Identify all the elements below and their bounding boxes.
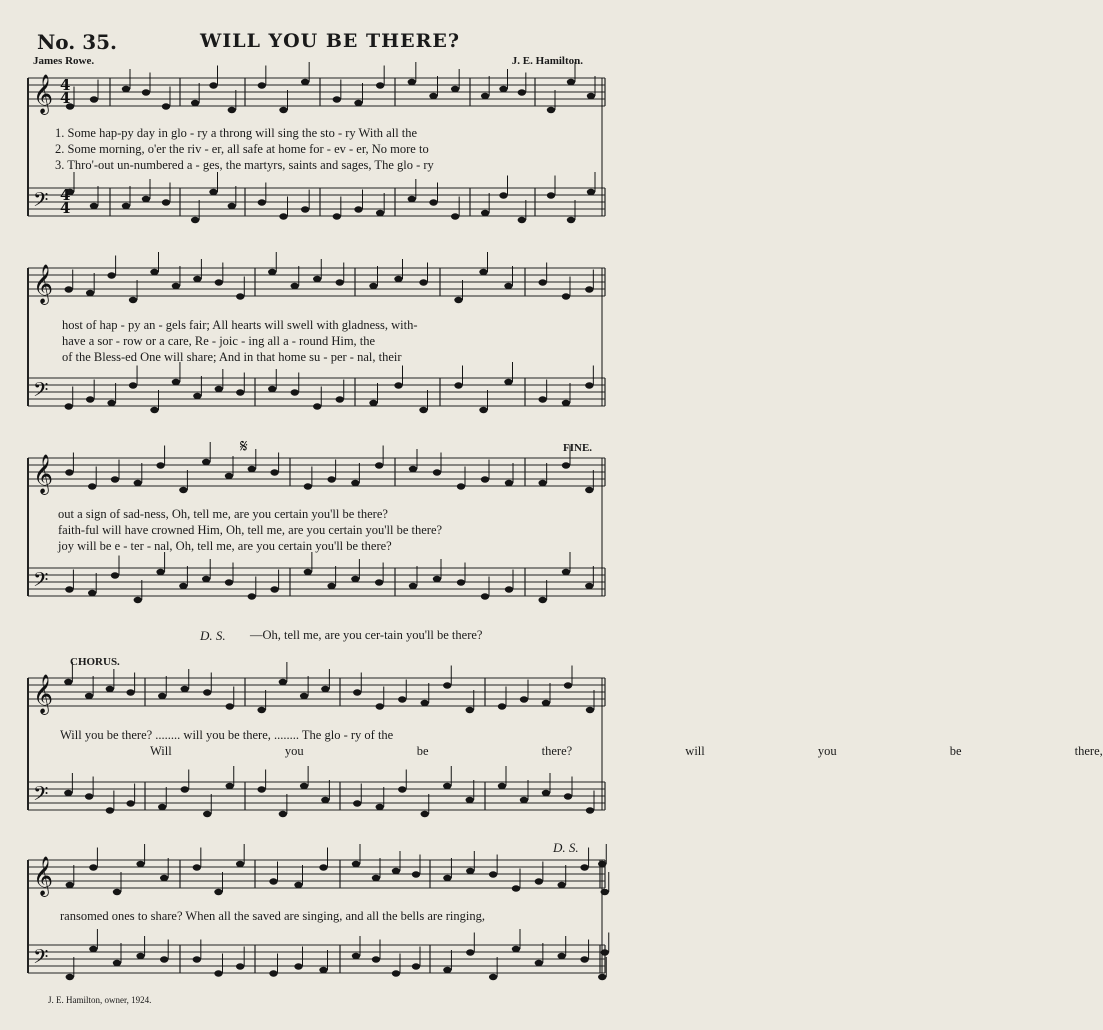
ds-lyric: —Oh, tell me, are you cer-tain you'll be there? xyxy=(250,628,483,642)
system-2-treble-notehead xyxy=(454,297,462,303)
segno-icon: 𝄋 xyxy=(240,436,248,457)
system-3-treble-notehead xyxy=(327,476,335,482)
system-5-bass-notehead xyxy=(412,963,420,969)
system-4-treble-notehead xyxy=(257,707,265,713)
system-2-treble-notehead xyxy=(65,286,73,292)
system-4-treble-notehead xyxy=(353,689,361,695)
system-4-treble-notehead xyxy=(203,689,211,695)
system-2-bass-notehead xyxy=(65,403,73,409)
system-5-bass-notehead xyxy=(269,970,277,976)
system-1-treble-notehead xyxy=(258,82,266,88)
system-3-bass-notehead xyxy=(202,576,210,582)
system-2-bass-notehead xyxy=(419,407,427,413)
system-4-bass-notehead xyxy=(321,797,329,803)
system-5-bass-notehead xyxy=(580,956,588,962)
system-2-bass-notehead xyxy=(369,400,377,406)
system-2-treble-notehead xyxy=(538,279,546,285)
system-5-treble-notehead xyxy=(512,885,520,891)
system-2-treble-notehead xyxy=(585,286,593,292)
system-3-treble-notehead xyxy=(505,480,513,486)
system-5-treble-notehead xyxy=(89,864,97,870)
system-2-bass-notehead xyxy=(268,386,276,392)
system-2-treble-notehead xyxy=(172,283,180,289)
system-4-bass-notehead xyxy=(398,786,406,792)
system-4-treble-notehead xyxy=(85,693,93,699)
system-5-treble-notehead xyxy=(214,889,222,895)
verse-3-line-2: of the Bless-ed One will share; And in that home su - per - nal, their xyxy=(62,350,402,364)
system-2-treble-notehead xyxy=(504,283,512,289)
chorus-line-1: Will you be there? ........ will you be there, ........ The glo - ry of the xyxy=(60,728,394,742)
system-5-treble-notehead xyxy=(392,868,400,874)
system-2-bass-notehead xyxy=(172,379,180,385)
system-2-bass-notehead xyxy=(215,386,223,392)
system-3-treble-notehead xyxy=(585,487,593,493)
system-5-bass-notehead xyxy=(466,949,474,955)
system-1-treble-notehead xyxy=(142,89,150,95)
verse-1-line-1: 1. Some hap-py day in glo - ry a throng will sing the sto - ry With all the xyxy=(55,126,418,140)
system-4-treble-notehead xyxy=(520,696,528,702)
system-3-bass-notehead xyxy=(156,569,164,575)
system-4-bass-clef-icon: 𝄢 xyxy=(33,782,49,810)
system-1-bass-notehead xyxy=(279,213,287,219)
system-1-treble-notehead xyxy=(518,89,526,95)
system-5-bass-notehead xyxy=(236,963,244,969)
system-1-bass-notehead xyxy=(429,199,437,205)
system-3-bass-notehead xyxy=(270,586,278,592)
system-5-treble-notehead xyxy=(294,882,302,888)
system-1-treble-notehead xyxy=(209,82,217,88)
system-2-bass-notehead xyxy=(313,403,321,409)
system-5-treble-notehead xyxy=(466,868,474,874)
system-4-bass-notehead xyxy=(126,800,134,806)
ds-end-mark: D. S. xyxy=(553,840,579,855)
system-5-bass-notehead xyxy=(598,974,606,980)
system-3-bass-notehead xyxy=(375,579,383,585)
system-4-bass-notehead xyxy=(257,786,265,792)
system-5-bass-notehead xyxy=(489,974,497,980)
system-3-bass-notehead xyxy=(409,583,417,589)
system-2-treble-notehead xyxy=(129,297,137,303)
system-2-treble-notehead xyxy=(394,276,402,282)
system-1-treble-notehead xyxy=(451,86,459,92)
bass-time-signature: 4 xyxy=(60,199,71,217)
system-1-bass-notehead xyxy=(191,217,199,223)
system-2-treble-notehead xyxy=(86,290,94,296)
system-3-bass-notehead xyxy=(481,593,489,599)
system-5-bass-notehead xyxy=(535,960,543,966)
system-4-bass-notehead xyxy=(181,786,189,792)
system-1-treble-notehead xyxy=(122,86,130,92)
hymn-title: WILL YOU BE THERE? xyxy=(200,30,460,52)
system-3-treble-notehead xyxy=(433,469,441,475)
verse-1-line-3: out a sign of sad-ness, Oh, tell me, are you certain you'll be there? xyxy=(58,507,388,521)
system-5-bass-notehead xyxy=(193,956,201,962)
ds-label: D. S. xyxy=(200,628,226,643)
system-3-bass-notehead xyxy=(327,583,335,589)
system-3-treble-notehead xyxy=(375,462,383,468)
system-3-bass-notehead xyxy=(304,569,312,575)
system-4-treble-notehead xyxy=(181,686,189,692)
system-1-treble-notehead xyxy=(228,107,236,113)
system-1-bass-notehead xyxy=(499,192,507,198)
system-4-treble-notehead xyxy=(106,686,114,692)
system-1-treble-clef-icon: 𝄞 xyxy=(33,74,54,114)
system-4-bass-notehead xyxy=(498,783,506,789)
system-5-treble-notehead xyxy=(160,875,168,881)
system-1-bass-notehead xyxy=(142,196,150,202)
system-1-bass-notehead xyxy=(228,203,236,209)
system-5-treble-notehead xyxy=(269,878,277,884)
system-3-treble-notehead xyxy=(202,459,210,465)
system-2-bass-notehead xyxy=(454,382,462,388)
system-5-bass-notehead xyxy=(443,967,451,973)
system-4-treble-notehead xyxy=(376,703,384,709)
system-4-treble-notehead xyxy=(398,696,406,702)
system-5-bass-notehead xyxy=(89,946,97,952)
system-4-bass-notehead xyxy=(586,807,594,813)
system-5-bass-notehead xyxy=(558,953,566,959)
system-2-treble-notehead xyxy=(479,269,487,275)
system-3-bass-notehead xyxy=(111,572,119,578)
system-5-treble-notehead xyxy=(66,882,74,888)
system-1-bass-notehead xyxy=(301,206,309,212)
system-3-treble-clef-icon: 𝄞 xyxy=(33,454,54,494)
system-5-treble-notehead xyxy=(580,864,588,870)
system-2-treble-notehead xyxy=(419,279,427,285)
system-3-bass-notehead xyxy=(134,597,142,603)
system-5-bass-notehead xyxy=(214,970,222,976)
system-4-bass-notehead xyxy=(300,783,308,789)
verse-2-line-1: 2. Some morning, o'er the riv - er, all safe at home for - ev - er, No more to xyxy=(55,142,429,156)
system-2-bass-clef-icon: 𝄢 xyxy=(33,378,49,406)
system-1-treble-notehead xyxy=(429,93,437,99)
system-5-treble-notehead xyxy=(319,864,327,870)
system-2-bass-notehead xyxy=(562,400,570,406)
system-5-treble-notehead xyxy=(372,875,380,881)
verse-3-line-3: joy will be e - ter - nal, Oh, tell me, are you certain you'll be there? xyxy=(58,539,392,553)
system-5-bass-notehead xyxy=(512,946,520,952)
system-3-treble-notehead xyxy=(65,469,73,475)
system-4-bass-notehead xyxy=(203,811,211,817)
system-3-treble-notehead xyxy=(457,483,465,489)
system-4-bass-notehead xyxy=(376,804,384,810)
system-2-treble-notehead xyxy=(107,272,115,278)
system-3-bass-notehead xyxy=(505,586,513,592)
system-3-treble-notehead xyxy=(481,476,489,482)
system-1-treble-notehead xyxy=(499,86,507,92)
system-3-bass-notehead xyxy=(433,576,441,582)
system-4-treble-notehead xyxy=(564,682,572,688)
system-3-bass-notehead xyxy=(225,579,233,585)
system-4-treble-notehead xyxy=(226,703,234,709)
system-4-treble-clef-icon: 𝄞 xyxy=(33,674,54,714)
verse-1-line-2: host of hap - py an - gels fair; All hearts will swell with gladness, with- xyxy=(62,318,418,332)
system-3-treble-notehead xyxy=(134,480,142,486)
system-1-bass-notehead xyxy=(451,213,459,219)
system-5-treble-clef-icon: 𝄞 xyxy=(33,856,54,896)
system-3-treble-notehead xyxy=(248,466,256,472)
system-1-bass-notehead xyxy=(376,210,384,216)
treble-time-signature: 4 xyxy=(60,76,71,94)
system-3-bass-notehead xyxy=(248,593,256,599)
system-4-bass-notehead xyxy=(466,797,474,803)
system-4-treble-notehead xyxy=(466,707,474,713)
system-2-bass-notehead xyxy=(336,396,344,402)
system-5-treble-notehead xyxy=(489,871,497,877)
system-1-treble-notehead xyxy=(547,107,555,113)
system-4-treble-notehead xyxy=(321,686,329,692)
system-4-bass-notehead xyxy=(158,804,166,810)
system-2-bass-notehead xyxy=(236,389,244,395)
system-2-bass-notehead xyxy=(479,407,487,413)
system-3-bass-notehead xyxy=(351,576,359,582)
system-2-bass-notehead xyxy=(504,379,512,385)
system-1-treble-notehead xyxy=(191,100,199,106)
system-3-treble-notehead xyxy=(179,487,187,493)
system-4-bass-notehead xyxy=(421,811,429,817)
hymn-number: No. 35. xyxy=(37,30,117,54)
system-1-treble-notehead xyxy=(301,79,309,85)
system-1-bass-notehead xyxy=(90,203,98,209)
system-2-treble-notehead xyxy=(193,276,201,282)
verse-2-line-3: faith-ful will have crowned Him, Oh, tell me, are you certain you'll be there? xyxy=(58,523,443,537)
system-1-treble-notehead xyxy=(333,96,341,102)
system-3-treble-notehead xyxy=(304,483,312,489)
system-5-bass-notehead xyxy=(66,974,74,980)
system-4-treble-notehead xyxy=(443,682,451,688)
system-2-treble-notehead xyxy=(369,283,377,289)
system-5-treble-notehead xyxy=(236,861,244,867)
system-4-treble-notehead xyxy=(586,707,594,713)
system-5-bass-notehead xyxy=(160,956,168,962)
system-1-bass-notehead xyxy=(547,192,555,198)
system-1-treble-notehead xyxy=(279,107,287,113)
system-3-bass-notehead xyxy=(562,569,570,575)
system-1-bass-notehead xyxy=(162,199,170,205)
system-1-treble-notehead xyxy=(354,100,362,106)
system-2-bass-notehead xyxy=(150,407,158,413)
system-3-treble-notehead xyxy=(225,473,233,479)
system-1-treble-notehead xyxy=(162,103,170,109)
system-2-treble-notehead xyxy=(236,293,244,299)
system-4-bass-notehead xyxy=(443,783,451,789)
system-3-treble-notehead xyxy=(351,480,359,486)
chorus-label: CHORUS. xyxy=(70,656,120,668)
system-3-treble-notehead xyxy=(88,483,96,489)
system-1-bass-clef-icon: 𝄢 xyxy=(33,188,49,216)
system-3-bass-notehead xyxy=(457,579,465,585)
system-5-bass-notehead xyxy=(136,953,144,959)
system-2-treble-notehead xyxy=(562,293,570,299)
system-2-bass-notehead xyxy=(107,400,115,406)
system-4-treble-notehead xyxy=(542,700,550,706)
system-5-treble-notehead xyxy=(443,875,451,881)
system-5-treble-notehead xyxy=(193,864,201,870)
system-1-treble-notehead xyxy=(587,93,595,99)
system-5-treble-notehead xyxy=(535,878,543,884)
system-4-bass-notehead xyxy=(353,800,361,806)
system-1-bass-notehead xyxy=(587,189,595,195)
system-2-bass-notehead xyxy=(394,382,402,388)
system-3-treble-notehead xyxy=(562,462,570,468)
system-1-bass-notehead xyxy=(333,213,341,219)
system-1-treble-notehead xyxy=(567,79,575,85)
system-3-treble-notehead xyxy=(156,462,164,468)
system-2-treble-notehead xyxy=(150,269,158,275)
system-4-bass-notehead xyxy=(226,783,234,789)
system-1-bass-notehead xyxy=(258,199,266,205)
system-3-bass-notehead xyxy=(65,586,73,592)
chorus-line-2: Will you be there? will you be there, xyxy=(150,744,1103,758)
system-4-treble-notehead xyxy=(126,689,134,695)
system-2-bass-notehead xyxy=(129,382,137,388)
system-4-bass-notehead xyxy=(542,790,550,796)
system-2-bass-notehead xyxy=(538,396,546,402)
system-5-treble-notehead xyxy=(412,871,420,877)
system-2-treble-notehead xyxy=(336,279,344,285)
bass-time-signature: 4 xyxy=(60,186,71,204)
system-4-bass-notehead xyxy=(279,811,287,817)
system-1-bass-notehead xyxy=(567,217,575,223)
system-3-bass-clef-icon: 𝄢 xyxy=(33,568,49,596)
system-1-treble-notehead xyxy=(376,82,384,88)
system-4-bass-notehead xyxy=(64,790,72,796)
system-5-bass-notehead xyxy=(352,953,360,959)
system-3-treble-notehead xyxy=(409,466,417,472)
system-5-bass-clef-icon: 𝄢 xyxy=(33,945,49,973)
system-2-treble-clef-icon: 𝄞 xyxy=(33,264,54,304)
system-1-treble-notehead xyxy=(481,93,489,99)
system-1-bass-notehead xyxy=(481,210,489,216)
system-5-lyric: ransomed ones to share? When all the saved are singing, and all the bells are ringing, xyxy=(60,909,485,923)
system-2-bass-notehead xyxy=(86,396,94,402)
system-1-treble-notehead xyxy=(408,79,416,85)
verse-2-line-2: have a sor - row or a care, Re - joic - ing all a - round Him, the xyxy=(62,334,376,348)
system-1-bass-notehead xyxy=(122,203,130,209)
system-5-bass-notehead xyxy=(113,960,121,966)
system-2-treble-notehead xyxy=(268,269,276,275)
system-3-bass-notehead xyxy=(179,583,187,589)
system-4-treble-notehead xyxy=(158,693,166,699)
fine-mark: FINE. xyxy=(563,442,593,454)
system-2-treble-notehead xyxy=(313,276,321,282)
system-5-treble-notehead xyxy=(558,882,566,888)
system-1-treble-notehead xyxy=(90,96,98,102)
author-credit: J. E. Hamilton. xyxy=(511,55,583,67)
system-2-treble-notehead xyxy=(291,283,299,289)
copyright-footer: J. E. Hamilton, owner, 1924. xyxy=(48,995,152,1005)
system-5-bass-notehead xyxy=(372,956,380,962)
system-3-bass-notehead xyxy=(585,583,593,589)
system-3-bass-notehead xyxy=(538,597,546,603)
composer-credit: James Rowe. xyxy=(33,55,95,67)
system-4-treble-notehead xyxy=(300,693,308,699)
system-2-treble-notehead xyxy=(215,279,223,285)
system-5-bass-notehead xyxy=(319,967,327,973)
system-5-bass-notehead xyxy=(392,970,400,976)
system-2-bass-notehead xyxy=(585,382,593,388)
system-4-bass-notehead xyxy=(520,797,528,803)
system-1-bass-notehead xyxy=(408,196,416,202)
system-3-treble-notehead xyxy=(111,476,119,482)
system-4-bass-notehead xyxy=(106,807,114,813)
system-1-bass-notehead xyxy=(209,189,217,195)
system-3-treble-notehead xyxy=(538,480,546,486)
system-5-bass-notehead xyxy=(294,963,302,969)
treble-time-signature: 4 xyxy=(60,89,71,107)
system-5-treble-notehead xyxy=(352,861,360,867)
system-4-treble-notehead xyxy=(279,679,287,685)
system-5-treble-notehead xyxy=(136,861,144,867)
system-2-bass-notehead xyxy=(193,393,201,399)
system-3-treble-notehead xyxy=(270,469,278,475)
system-1-bass-notehead xyxy=(518,217,526,223)
system-4-treble-notehead xyxy=(498,703,506,709)
system-4-bass-notehead xyxy=(564,793,572,799)
system-5-treble-notehead xyxy=(113,889,121,895)
system-1-bass-notehead xyxy=(354,206,362,212)
system-4-treble-notehead xyxy=(421,700,429,706)
verse-3-line-1: 3. Thro'-out un-numbered a - ges, the martyrs, saints and sages, The glo - ry xyxy=(55,158,434,172)
system-2-bass-notehead xyxy=(291,389,299,395)
system-4-treble-notehead xyxy=(64,679,72,685)
system-4-bass-notehead xyxy=(85,793,93,799)
system-3-bass-notehead xyxy=(88,590,96,596)
